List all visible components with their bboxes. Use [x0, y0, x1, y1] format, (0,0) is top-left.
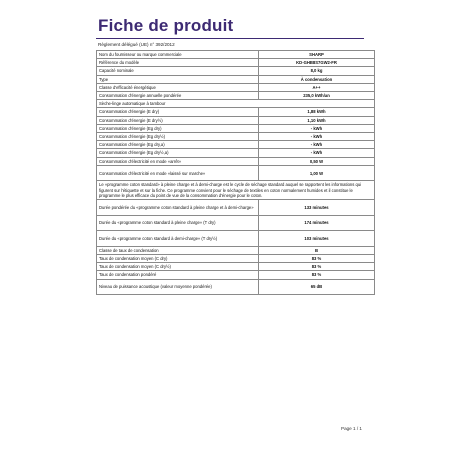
row-value: À condensation	[259, 75, 375, 83]
row-label: Consommation d'énergie (Eg dry)	[97, 124, 259, 132]
table-row	[97, 51, 375, 59]
row-label: Durée du «programme coton standard à pleine charge» (T dry)	[97, 215, 259, 231]
row-label: Capacité nominale	[97, 67, 259, 75]
row-value: 1,00 W	[259, 165, 375, 181]
table-row	[97, 108, 375, 116]
row-label: Taux de condensation pondéré	[97, 271, 259, 279]
row-value: 1,10 kWh	[259, 116, 375, 124]
table-row	[97, 67, 375, 75]
row-label: Classe de taux de condensation	[97, 246, 259, 254]
row-label: Référence du modèle	[97, 59, 259, 67]
table-row	[97, 165, 375, 181]
table-row	[97, 255, 375, 263]
row-value: 133 minutes	[259, 200, 375, 216]
row-label: Consommation d'énergie annuelle pondérée	[97, 92, 259, 100]
row-label: Durée pondérée du «programme coton standard à pleine charge et à demi-charge»	[97, 200, 259, 216]
regulation-reference: Règlement délégué (UE) n° 392/2012	[98, 42, 175, 47]
table-row	[97, 271, 375, 279]
row-value: - kWh	[259, 141, 375, 149]
standard-programme-note: Le «programme coton standard» à pleine charge et à demi-charge est le cycle de séchage standard auquel se rapportent les informations qui figurent sur l'étiquette et sur la fiche. Ce programme convient pour le séchage de textiles en coton normalement humides et il constitue le programme le plus efficace du point de vue de la consommation d'énergie pour le coton.	[97, 181, 375, 200]
row-value: 174 minutes	[259, 215, 375, 231]
row-value: 103 minutes	[259, 231, 375, 247]
table-row	[97, 133, 375, 141]
row-label: Type	[97, 75, 259, 83]
table-row	[97, 149, 375, 157]
row-label: Consommation d'électricité en mode «arrêt»	[97, 157, 259, 165]
page-title: Fiche de produit	[98, 16, 234, 35]
row-label: Consommation d'énergie (E dry½)	[97, 116, 259, 124]
table-row	[97, 141, 375, 149]
row-value: KD-GHB8S7GW2-FR	[259, 59, 375, 67]
table-row	[97, 279, 375, 295]
table-row	[97, 157, 375, 165]
row-value: SHARP	[259, 51, 375, 59]
table-row	[97, 59, 375, 67]
table-row	[97, 92, 375, 100]
row-label: Consommation d'énergie (E dry)	[97, 108, 259, 116]
row-value: 0,50 W	[259, 157, 375, 165]
row-value: - kWh	[259, 133, 375, 141]
row-label: Consommation d'énergie (Eg dry,a)	[97, 141, 259, 149]
table-row	[97, 200, 375, 216]
row-value: 83 %	[259, 271, 375, 279]
table-row	[97, 263, 375, 271]
row-value: 65 dB	[259, 279, 375, 295]
table-row	[97, 116, 375, 124]
row-label: Nom du fournisseur ou marque commerciale	[97, 51, 259, 59]
table-row	[97, 246, 375, 254]
row-label: Durée du «programme coton standard à demi-charge» (T dry½)	[97, 231, 259, 247]
table-row	[97, 124, 375, 132]
row-value: B	[259, 246, 375, 254]
page-number: Page 1 / 1	[341, 426, 362, 431]
table-row	[97, 231, 375, 247]
row-label: Consommation d'électricité en mode «laissé sur marche»	[97, 165, 259, 181]
row-label: Taux de condensation moyen (C dry½)	[97, 263, 259, 271]
row-value: A++	[259, 83, 375, 91]
row-value: 235,0 kWh/an	[259, 92, 375, 100]
row-label: Consommation d'énergie (Eg dry½,a)	[97, 149, 259, 157]
row-value: - kWh	[259, 124, 375, 132]
row-value: 8,0 kg	[259, 67, 375, 75]
title-divider	[96, 38, 364, 39]
row-value: 83 %	[259, 263, 375, 271]
note-row	[97, 181, 375, 200]
row-label: Niveau de puissance acoustique (valeur moyenne pondérée)	[97, 279, 259, 295]
row-value: 1,88 kWh	[259, 108, 375, 116]
row-label: Consommation d'énergie (Eg dry½)	[97, 133, 259, 141]
table-row	[97, 83, 375, 91]
dryer-type-label: Sèche-linge automatique à tambour	[97, 100, 375, 108]
row-value: 83 %	[259, 255, 375, 263]
row-label: Classe d'efficacité énergétique	[97, 83, 259, 91]
row-label: Taux de condensation moyen (C dry)	[97, 255, 259, 263]
row-value: - kWh	[259, 149, 375, 157]
table-row	[97, 75, 375, 83]
spec-table	[96, 50, 375, 295]
table-row	[97, 215, 375, 231]
section-row	[97, 100, 375, 108]
